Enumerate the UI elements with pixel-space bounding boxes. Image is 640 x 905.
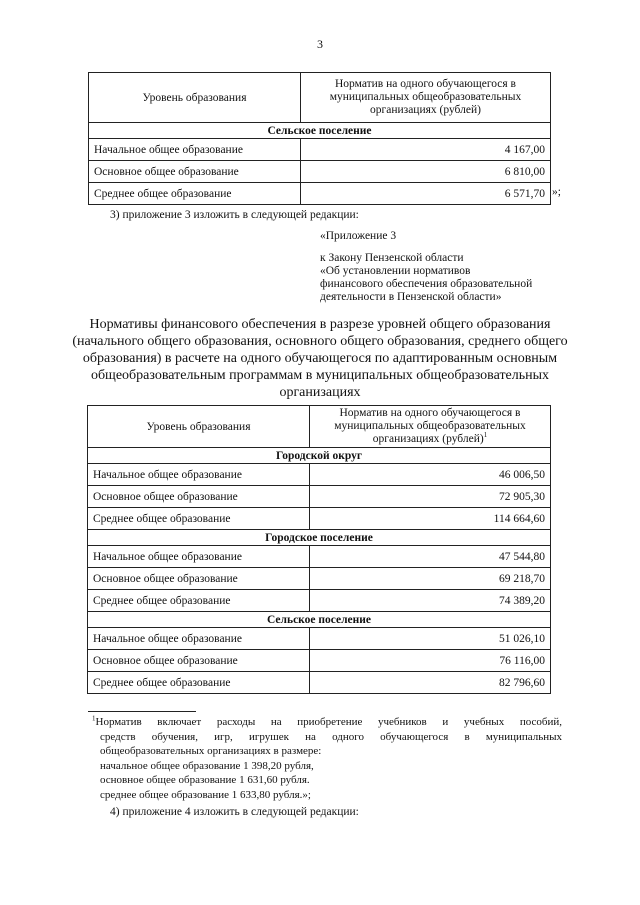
table-adapted-program-norms	[87, 405, 551, 694]
amendment-3-text: 3) приложение 3 изложить в следующей редакции:	[110, 209, 359, 221]
cell-value: 69 218,70	[310, 568, 551, 590]
cell-level: Среднее общее образование	[88, 672, 310, 694]
header-norm-per-student: Норматив на одного обучающегося в муниципальных общеобразовательных организациях (рублей)	[301, 73, 551, 123]
table-rural-norms	[88, 72, 551, 205]
cell-level: Среднее общее образование	[88, 508, 310, 530]
cell-value: 4 167,00	[301, 139, 551, 161]
table-row	[88, 546, 551, 568]
footnote-divider	[88, 711, 196, 712]
cell-level: Основное общее образование	[88, 568, 310, 590]
cell-level: Основное общее образование	[89, 161, 301, 183]
section-rural-settlement: Сельское поселение	[89, 123, 551, 139]
header-education-level: Уровень образования	[88, 406, 310, 448]
table-row	[88, 590, 551, 612]
footnote-ref: 1	[483, 431, 488, 440]
table-row	[88, 464, 551, 486]
cell-level: Среднее общее образование	[88, 590, 310, 612]
law-reference-line-1: к Закону Пензенской области	[320, 252, 464, 264]
section-row	[89, 123, 551, 139]
cell-level: Начальное общее образование	[88, 464, 310, 486]
appendix-title: «Приложение 3	[320, 230, 397, 242]
cell-level: Основное общее образование	[88, 650, 310, 672]
section-city-district: Городской округ	[88, 448, 551, 464]
table-row	[88, 568, 551, 590]
cell-level: Среднее общее образование	[89, 183, 301, 205]
footnote-line: начальное общее образование 1 398,20 рубля,	[100, 759, 314, 772]
cell-level: Основное общее образование	[88, 486, 310, 508]
section-rural-settlement: Сельское поселение	[88, 612, 551, 628]
law-reference-line-3: финансового обеспечения образовательной	[320, 278, 533, 290]
table-row	[89, 139, 551, 161]
closing-quote: »;	[552, 186, 561, 198]
table-row	[88, 672, 551, 694]
cell-value: 51 026,10	[310, 628, 551, 650]
cell-level: Начальное общее образование	[88, 546, 310, 568]
cell-value: 6 810,00	[301, 161, 551, 183]
document-title: Нормативы финансового обеспечения в разрезе уровней общего образования (начального общего образования, основного общего образования, среднего общего образования) в расчете на одного обучающегося по адаптированным основным общеобразовательным программам в муниципальных общеобразовательных организациях	[72, 317, 568, 400]
cell-value: 82 796,60	[310, 672, 551, 694]
table-row	[88, 650, 551, 672]
amendment-4-text: 4) приложение 4 изложить в следующей редакции:	[110, 806, 359, 818]
cell-value: 47 544,80	[310, 546, 551, 568]
law-reference-line-2: «Об установлении нормативов	[320, 265, 471, 277]
header-norm-text: Норматив на одного обучающегося в муниципальных общеобразовательных организациях (рублей)	[334, 407, 526, 445]
table-row	[88, 486, 551, 508]
cell-value: 114 664,60	[310, 508, 551, 530]
header-norm-per-student	[310, 406, 551, 448]
law-reference-line-4: деятельности в Пензенской области»	[320, 291, 502, 303]
cell-level: Начальное общее образование	[89, 139, 301, 161]
table-row	[89, 161, 551, 183]
table-row	[88, 508, 551, 530]
cell-level: Начальное общее образование	[88, 628, 310, 650]
section-row	[88, 612, 551, 628]
footnote-line: основное общее образование 1 631,60 рубля.	[100, 774, 310, 787]
footnote-line: $^1$Норматив включает расходы на приобретение учебников и учебных пособий,	[92, 714, 562, 728]
cell-value: 72 905,30	[310, 486, 551, 508]
table-row	[88, 628, 551, 650]
section-row	[88, 448, 551, 464]
header-education-level: Уровень образования	[89, 73, 301, 123]
table-row	[89, 183, 551, 205]
footnote-line: общеобразовательных организациях в размере:	[100, 745, 322, 758]
cell-value: 6 571,70	[301, 183, 551, 205]
table-header-row	[88, 406, 551, 448]
footnote-line: среднее общее образование 1 633,80 рубля.»;	[100, 788, 311, 801]
cell-value: 46 006,50	[310, 464, 551, 486]
section-row	[88, 530, 551, 546]
footnote-marker: 1	[92, 714, 96, 723]
cell-value: 76 116,00	[310, 650, 551, 672]
cell-value: 74 389,20	[310, 590, 551, 612]
page-number: 3	[317, 37, 323, 51]
table-header-row	[89, 73, 551, 123]
footnote-line: средств обучения, игр, игрушек на одного обучающегося в муниципальных	[100, 730, 562, 743]
footnote	[92, 715, 562, 803]
section-urban-settlement: Городское поселение	[88, 530, 551, 546]
